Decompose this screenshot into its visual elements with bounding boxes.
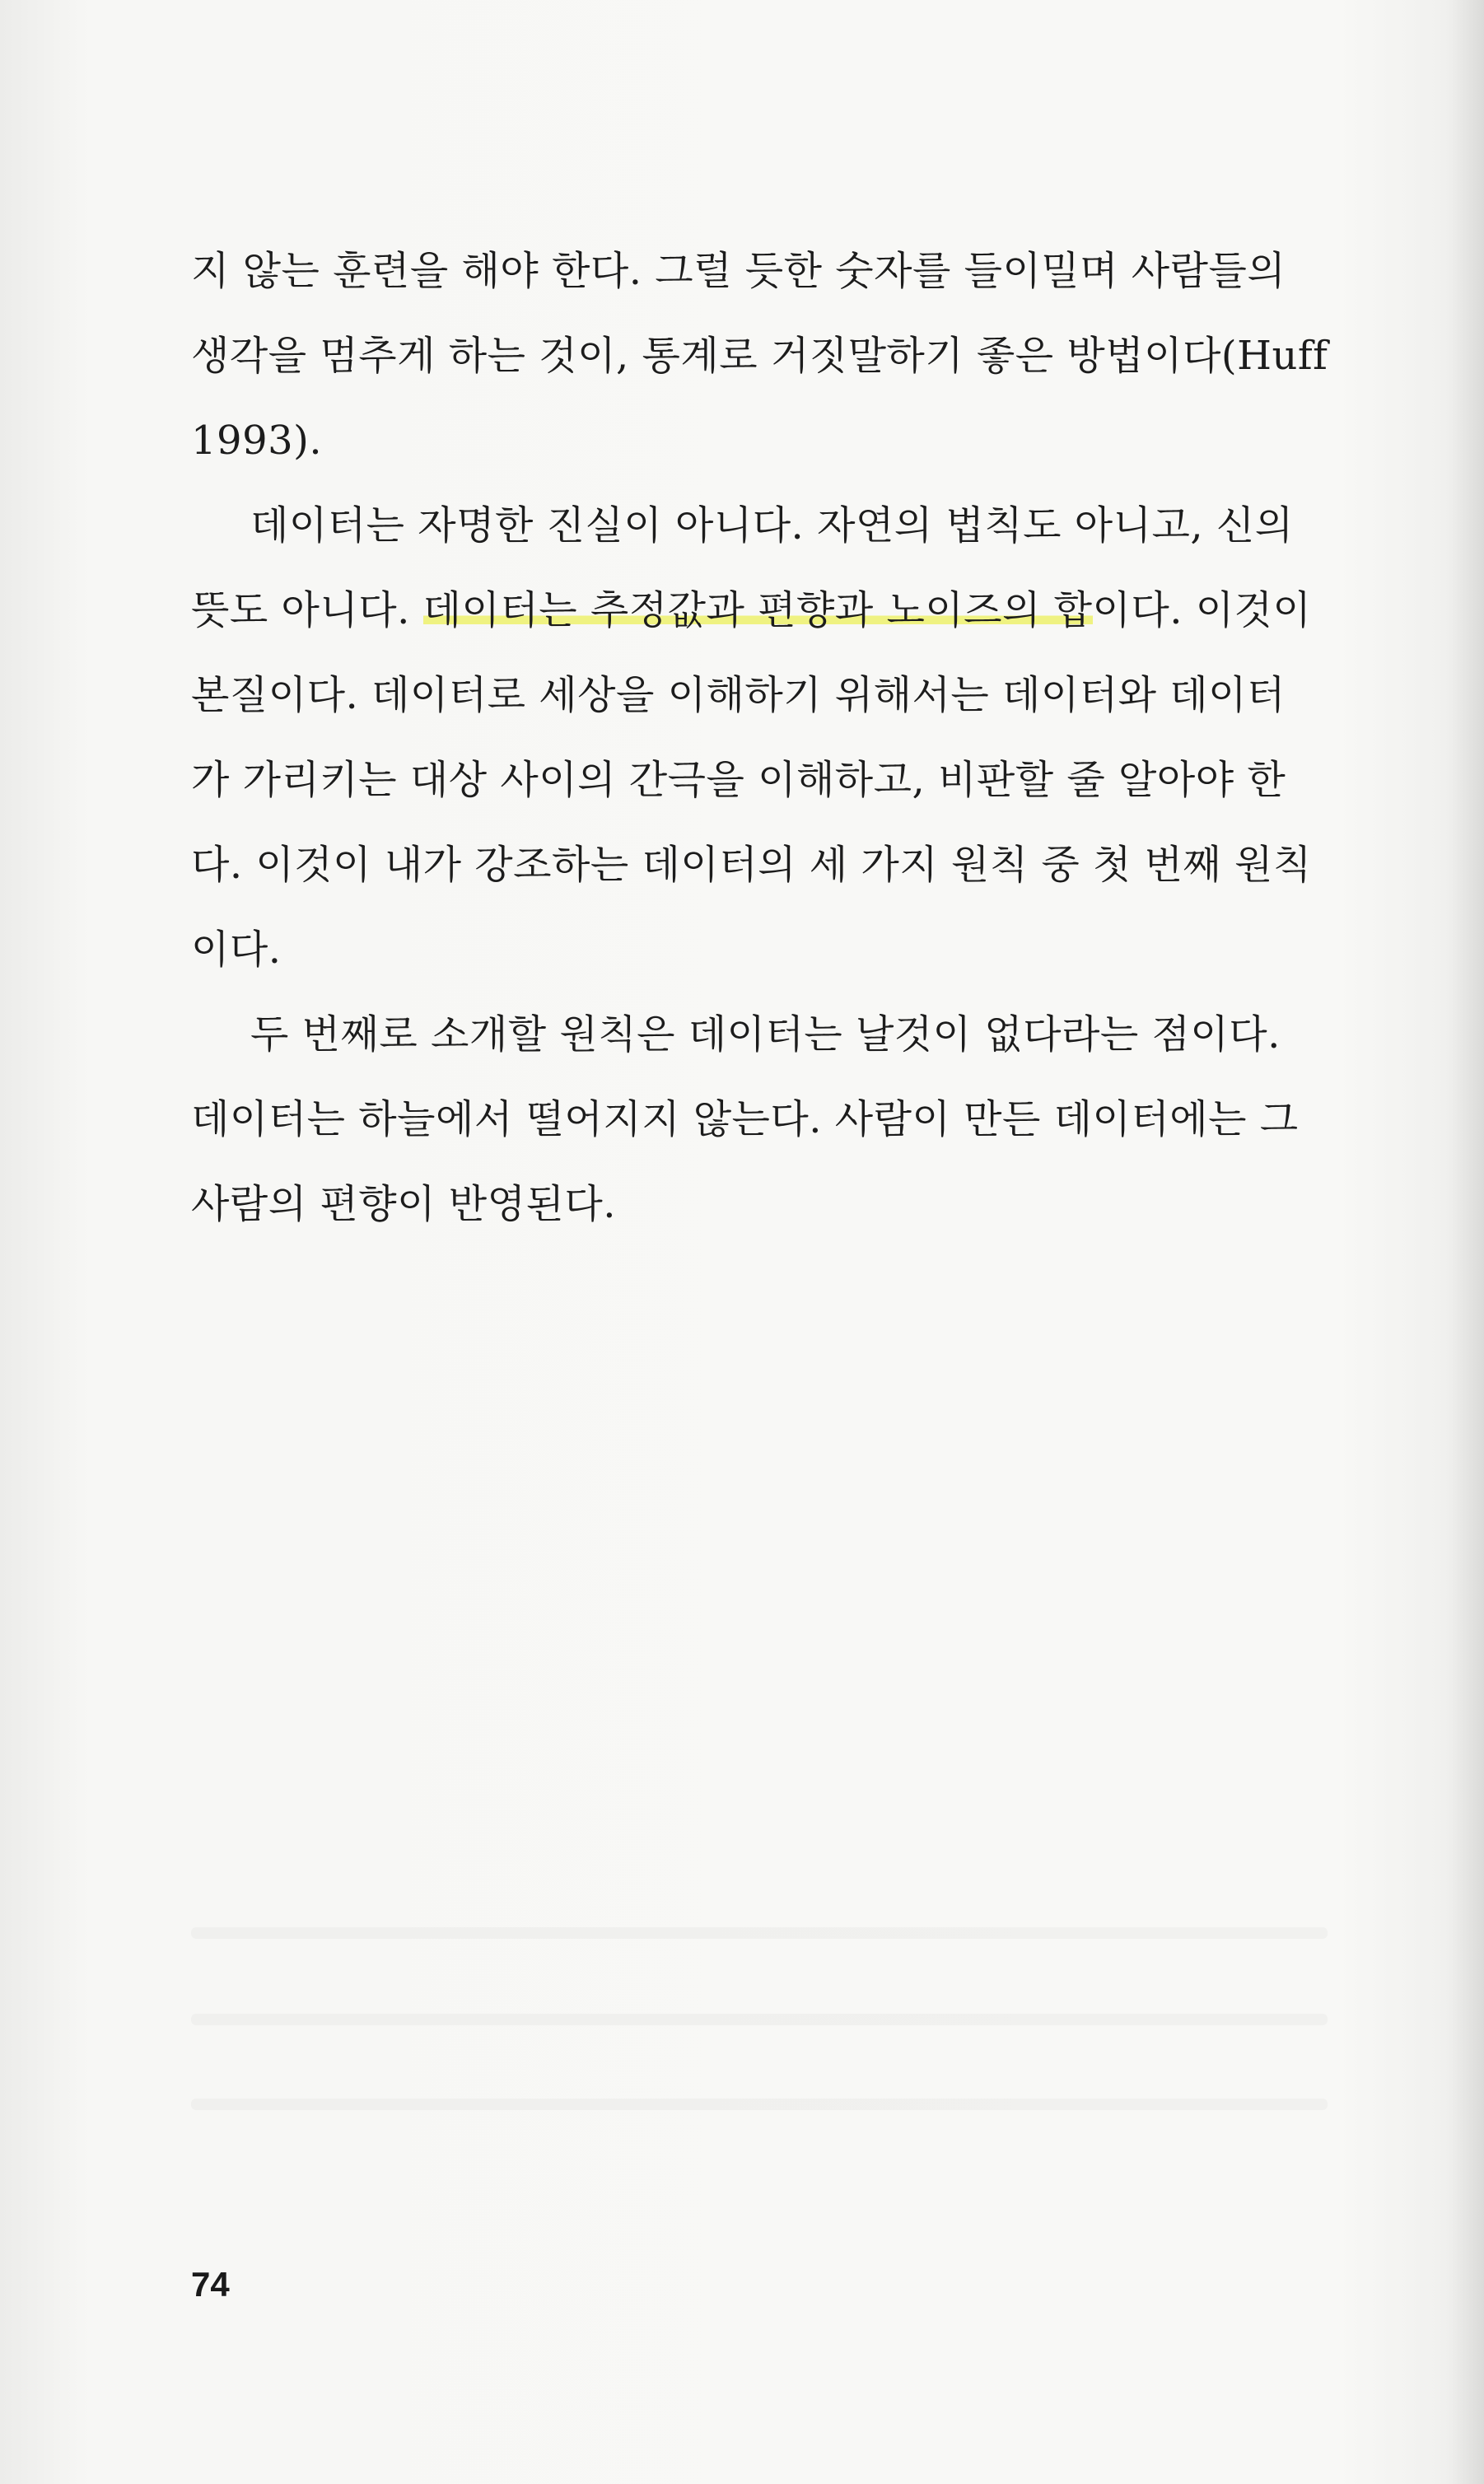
text-line: 다. 이것이 내가 강조하는 데이터의 세 가지 원칙 중 첫 번째 원칙 [191,842,1312,888]
page-edge-shadow [1451,0,1484,2484]
text-line: 두 번째로 소개할 원칙은 데이터는 날것이 없다라는 점이다. [250,1011,1281,1058]
page-number: 74 [191,2265,230,2304]
text-line: 본질이다. 데이터로 세상을 이해하기 위해서는 데이터와 데이터 [191,672,1286,718]
bleed-through-line [191,1927,1328,1939]
bleed-through-line [191,2014,1328,2025]
text-line: 1993). [191,418,323,464]
paragraph-2 [191,483,1313,992]
text-line: 이다. [191,927,282,973]
text-line: 생각을 멈추게 하는 것이, 통계로 거짓말하기 좋은 방법이다(Huff [191,333,1328,379]
text-line: 데이터는 자명한 진실이 아니다. 자연의 법칙도 아니고, 신의 [250,502,1294,549]
text-line: 지 않는 훈련을 해야 한다. 그럴 듯한 숫자를 들이밀며 사람들의 [191,248,1286,294]
text-line: 사람의 편향이 반영된다. [191,1181,616,1227]
paragraph-3 [191,992,1313,1247]
text-line-with-highlight [191,568,1313,653]
text-segment: 뜻도 아니다. [191,587,423,633]
bleed-through-line [191,2099,1328,2110]
text-line: 데이터는 하늘에서 떨어지지 않는다. 사람이 만든 데이터에는 그 [191,1096,1299,1142]
text-segment: 이다. 이것이 [1092,587,1312,633]
paragraph-1 [191,229,1328,483]
highlighted-text: 데이터는 추정값과 편향과 노이즈의 합 [422,587,1093,633]
text-line: 가 가리키는 대상 사이의 간극을 이해하고, 비판할 줄 알아야 한 [191,757,1286,803]
body-text [191,229,1328,1247]
